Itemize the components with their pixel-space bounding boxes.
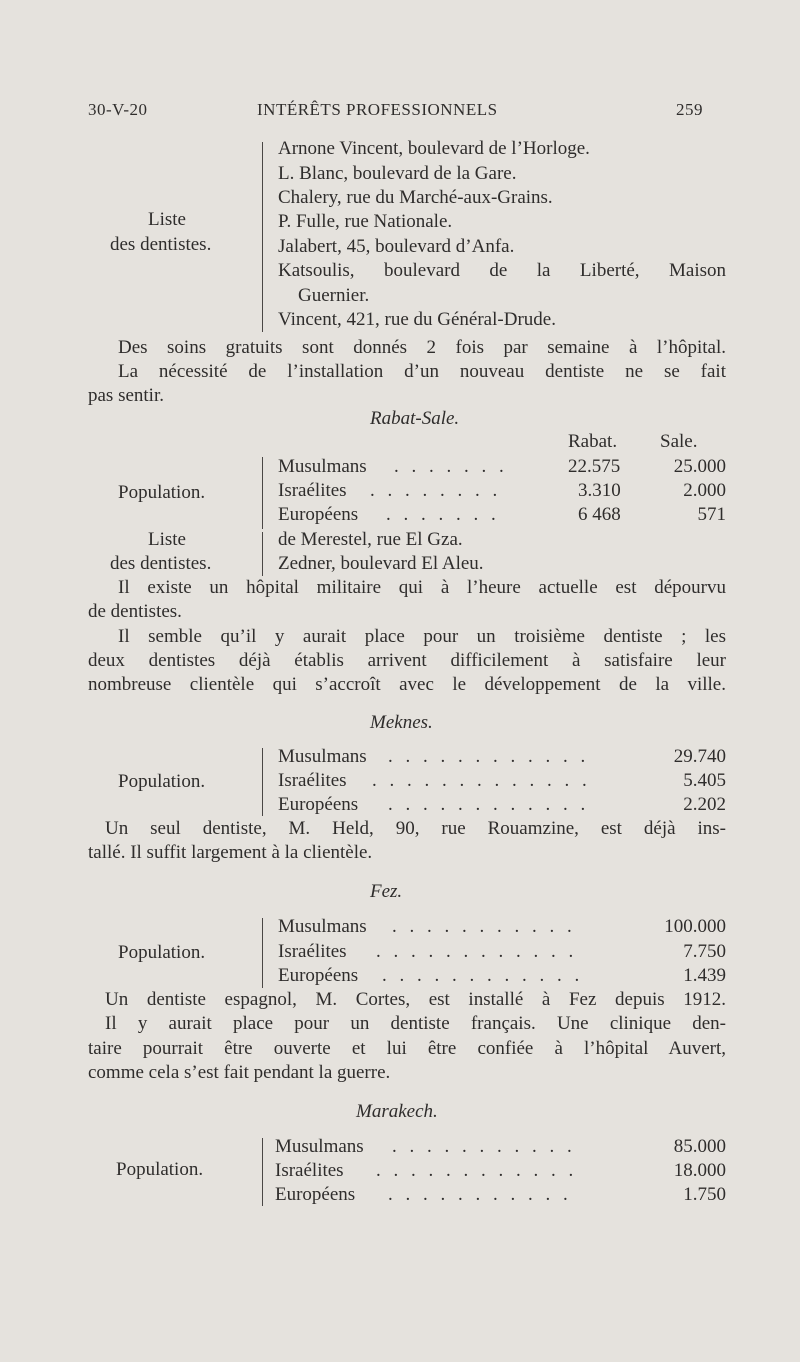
list-item: de Merestel, rue El Gza. (278, 529, 463, 550)
brace (262, 918, 263, 988)
paragraph-line: Il existe un hôpital militaire qui à l’heure actuelle est dépourvu (118, 577, 726, 598)
list-item: L. Blanc, boulevard de la Gare. (278, 163, 517, 184)
section-title: Marakech. (356, 1101, 438, 1122)
table-cell: 2.202 (683, 794, 726, 815)
section-title: Meknes. (370, 712, 433, 733)
leader-dots: . . . . . . . . . . . (392, 1136, 576, 1157)
list-label: des dentistes. (110, 234, 212, 255)
list-item: Vincent, 421, rue du Général-Drude. (278, 309, 556, 330)
brace (262, 532, 263, 576)
list-item: Chalery, rue du Marché-aux-Grains. (278, 187, 553, 208)
table-row-label: Israélites (278, 770, 347, 791)
table-cell: 85.000 (673, 1136, 726, 1157)
table-cell: 571 (697, 504, 726, 525)
leader-dots: . . . . . . . . . . . (388, 1184, 572, 1205)
table-cell: 6 468 (578, 504, 621, 525)
population-label: Population. (118, 771, 206, 792)
table-cell: 22.575 (568, 456, 621, 477)
paragraph-line: Il semble qu’il y aurait place pour un troisième dentiste ; les (118, 626, 726, 647)
table-row-label: Israélites (278, 941, 347, 962)
page-number: 259 (676, 100, 703, 119)
list-item: P. Fulle, rue Nationale. (278, 211, 453, 232)
paragraph-line: Un seul dentiste, M. Held, 90, rue Rouamzine, est déjà ins- (105, 818, 726, 839)
header-title: INTÉRÊTS PROFESSIONNELS (257, 100, 498, 119)
list-item: Katsoulis, boulevard de la Liberté, Maison (278, 260, 726, 281)
paragraph-line: Il y aurait place pour un dentiste français. Une clinique den- (105, 1013, 726, 1034)
leader-dots: . . . . . . . . . . . . (388, 746, 590, 767)
table-row-label: Israélites (275, 1160, 344, 1181)
table-row-label: Musulmans (278, 916, 367, 937)
brace (262, 1138, 263, 1206)
column-header: Rabat. (568, 431, 618, 452)
population-label: Population. (118, 942, 206, 963)
paragraph-line: taire pourrait être ouverte et lui être confiée à l’hôpital Auvert, (88, 1038, 726, 1059)
table-cell: 1.750 (683, 1184, 726, 1205)
population-label: Population. (118, 482, 206, 503)
table-cell: 3.310 (578, 480, 621, 501)
leader-dots: . . . . . . . . . . . (392, 916, 576, 937)
table-row-label: Musulmans (278, 456, 367, 477)
table-row-label: Européens (278, 504, 359, 525)
population-label: Population. (116, 1159, 204, 1180)
table-cell: 18.000 (673, 1160, 726, 1181)
table-cell: 29.740 (673, 746, 726, 767)
table-row-label: Européens (275, 1184, 356, 1205)
leader-dots: . . . . . . . . . . . . (382, 965, 584, 986)
leader-dots: . . . . . . . . . . . . . (372, 770, 591, 791)
brace (262, 748, 263, 816)
paragraph-line: de dentistes. (88, 601, 182, 622)
leader-dots: . . . . . . . (386, 504, 500, 525)
paragraph-line: Un dentiste espagnol, M. Cortes, est installé à Fez depuis 1912. (105, 989, 726, 1010)
section-title: Fez. (370, 881, 403, 902)
list-item: Jalabert, 45, boulevard d’Anfa. (278, 236, 515, 257)
table-cell: 1.439 (683, 965, 726, 986)
leader-dots: . . . . . . . . . . . . (388, 794, 590, 815)
brace (262, 457, 263, 529)
table-row-label: Musulmans (275, 1136, 364, 1157)
paragraph-line: La nécessité de l’installation d’un nouveau dentiste ne se fait (118, 361, 726, 382)
brace (262, 142, 263, 332)
table-cell: 25.000 (673, 456, 726, 477)
table-row-label: Musulmans (278, 746, 367, 767)
list-item: Guernier. (298, 285, 370, 306)
table-row-label: Israélites (278, 480, 347, 501)
paragraph-line: comme cela s’est fait pendant la guerre. (88, 1062, 391, 1083)
paragraph-line: tallé. Il suffit largement à la clientèle. (88, 842, 373, 863)
list-label: des dentistes. (110, 553, 212, 574)
table-cell: 2.000 (683, 480, 726, 501)
section-title: Rabat-Sale. (370, 408, 460, 429)
table-cell: 100.000 (664, 916, 726, 937)
table-cell: 5.405 (683, 770, 726, 791)
leader-dots: . . . . . . . . (370, 480, 502, 501)
paragraph-line: Des soins gratuits sont donnés 2 fois par semaine à l’hôpital. (118, 337, 726, 358)
leader-dots: . . . . . . . (394, 456, 508, 477)
list-item: Zedner, boulevard El Aleu. (278, 553, 484, 574)
table-row-label: Européens (278, 965, 359, 986)
leader-dots: . . . . . . . . . . . . (376, 941, 578, 962)
list-item: Arnone Vincent, boulevard de l’Horloge. (278, 138, 590, 159)
list-label: Liste (148, 209, 186, 230)
header-date: 30-V-20 (88, 100, 148, 119)
paragraph-line: deux dentistes déjà établis arrivent difficilement à satisfaire leur (88, 650, 726, 671)
list-label: Liste (148, 529, 186, 550)
leader-dots: . . . . . . . . . . . . (376, 1160, 578, 1181)
table-row-label: Européens (278, 794, 359, 815)
table-cell: 7.750 (683, 941, 726, 962)
paragraph-line: pas sentir. (88, 385, 164, 406)
column-header: Sale. (660, 431, 698, 452)
paragraph-line: nombreuse clientèle qui s’accroît avec le développement de la ville. (88, 674, 726, 695)
